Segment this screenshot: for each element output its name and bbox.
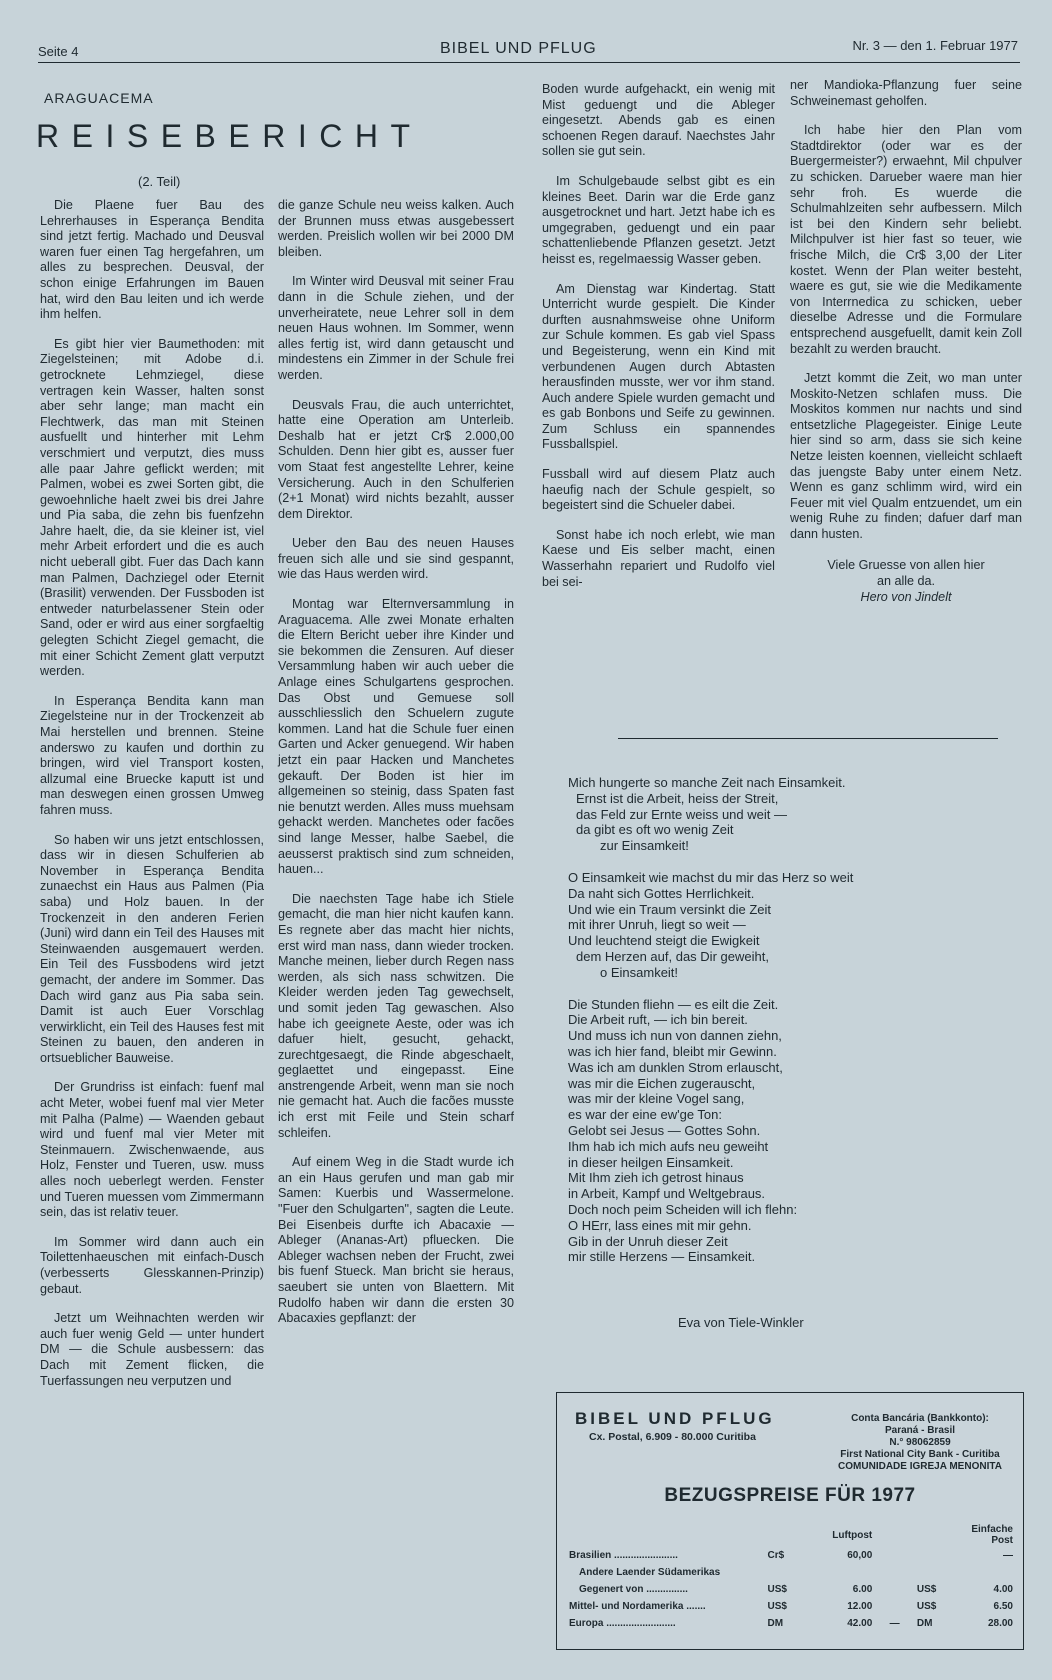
poem-line: Mit Ihm zieh ich getrost hinaus	[568, 1170, 744, 1186]
paragraph: Deusvals Frau, die auch unterrichtet, hatte eine Operation am Unterleib. Deshalb hat er jetzt Cr$ 2.000,00 Schulden. Denn hier gibt es, ausser fuer vom Staat fest angestellte Lehrer, keine Versicherung. Auch in den Schulferien (2+1 Monat) wird nichts bezahlt, ausser dem Direktor.	[278, 397, 514, 521]
poem-stanza	[568, 870, 998, 981]
row-label: Mittel- und Nordamerika .......	[569, 1601, 706, 1612]
article-column-4	[790, 78, 1022, 605]
poem-line: o Einsamkeit!	[600, 964, 679, 980]
paragraph: So haben wir uns jetzt entschlossen, dass wir in diesen Schulferien ab November in Esperança Bendita zunaechst ein Haus aus Palmen (Pia saba) und Holz bauen. In der Trockenzeit in den anderen Ferien (Juni) wird dann ein Teil des Hauses mit Steinwaenden ausgemauert werden. Ein Teil des Fussbodens wird jetzt gemacht, der andere im Sommer. Das Dach wird ganz aus Pia saba sein. Damit ist auch Euer Vorschlag verwirklicht, ein Teil des Hauses fest mit Steinen zu bauen, den anderen in ortsueblicher Bauweise.	[40, 832, 264, 1065]
paragraph: Der Grundriss ist einfach: fuenf mal acht Meter, wobei fuenf mal vier Meter mit Palha (Palme) — Waenden gebaut wird und fuenf mal vier Meter mit Steinmauern. Zwischenwaende, aus Holz, Fenster und Tueren, usw. muss alles noch ueberlegt werden. Fenster und Tueren muessen vom Zimmermann sein, das ist relativ teuer.	[40, 1080, 264, 1220]
poem-line: mit ihrer Unruh, liegt so weit —	[568, 917, 746, 933]
poem-line: Mich hungerte so manche Zeit nach Einsamkeit.	[568, 775, 846, 790]
currency: US$	[767, 1601, 787, 1612]
paragraph: Im Schulgebaude selbst gibt es ein kleines Beet. Darin war die Erde ganz ausgetrocknet und hart. Jetzt habe ich es umgegraben, geduengt und ein paar schattenliebende Pflanzen gesetzt. Jetzt heisst es, regelmaessig Wasser geben.	[542, 173, 775, 266]
poem-line: Die Arbeit ruft, — ich bin bereit.	[568, 1012, 748, 1028]
poem-line: Ernst ist die Arbeit, heiss der Streit,	[576, 790, 779, 806]
surface-price: 28.00	[987, 1618, 1013, 1629]
airmail-price: 42.00	[847, 1618, 873, 1629]
poem-line: Da naht sich Gottes Herrlichkeit.	[568, 885, 755, 901]
surface-price: —	[1003, 1550, 1013, 1561]
airmail-price: 6.00	[852, 1584, 873, 1595]
paragraph: Im Sommer wird dann auch ein Toilettenhaeuschen mit einfach-Dusch (verbesserts Glesskannen-Prinzip) gebaut.	[40, 1234, 264, 1296]
airmail-price: 60,00	[847, 1550, 873, 1561]
greeting-2: an alle da.	[876, 573, 936, 588]
poem-line: da gibt es oft wo wenig Zeit	[576, 822, 734, 838]
article-column-1	[40, 198, 264, 1403]
article-signoff	[790, 557, 1022, 605]
paragraph: Ueber den Bau des neuen Hauses freuen sich alle und sie sind gespannt, wie das Haus werden wird.	[278, 536, 514, 582]
poem-line: Die Stunden fliehn — es eilt die Zeit.	[568, 996, 779, 1012]
currency: Cr$	[767, 1550, 785, 1561]
currency: US$	[916, 1601, 937, 1612]
table-row	[567, 1564, 1015, 1581]
poem-line: Und muss ich nun von dannen ziehn,	[568, 1028, 782, 1044]
row-label: Gegenert von ...............	[579, 1584, 688, 1595]
separator	[874, 1547, 915, 1564]
poem-line: Doch noch peim Scheiden will ich flehn:	[568, 1201, 798, 1217]
article-part: (2. Teil)	[138, 174, 181, 189]
column-header: Luftpost	[832, 1529, 873, 1541]
paragraph: In Esperança Bendita kann man Ziegelsteine nur in der Trockenzeit ab Mai herstellen und brennen. Steine anderswo zu kaufen und dorthin zu bringen, wird viel Transport kosten, allzumal eine Bruecke kaputt ist und man deswegen einen grossen Umweg fahren muss.	[40, 693, 264, 817]
poem-line: O HErr, lass eines mit mir gehn.	[568, 1217, 752, 1233]
paragraph: ner Mandioka-Pflanzung fuer seine Schweinemast geholfen.	[790, 78, 1022, 108]
subscription-address: Cx. Postal, 6.909 - 80.000 Curitiba	[589, 1431, 756, 1443]
poem-stanza	[568, 997, 998, 1266]
table-row	[567, 1615, 1015, 1632]
subscription-brand: BIBEL UND PFLUG	[575, 1409, 775, 1428]
column-header: Einfache Post	[971, 1524, 1013, 1546]
article-place: ARAGUACEMA	[44, 90, 154, 106]
separator	[874, 1581, 915, 1598]
poem-line: dem Herzen auf, das Dir geweiht,	[576, 948, 769, 964]
paragraph: Es gibt hier vier Baumethoden: mit Ziegelsteinen; mit Adobe d.i. getrocknete Lehmziegel, diese vertragen kein Wasser, halten sonst aber sehr lange; man macht ein Flechtwerk, das man mit Steinen ausfuellt und hinterher mit Lehm verschmiert und verputzt, dies muss alle paar Jahre geflickt werden; mit Palmen, wobei es zwei Sorten gibt, die gewoehnliche haelt zwei bis drei Jahre und Pia saba, die zehn bis fuenfzehn Jahre haelt, die, da sie kleiner ist, viel mehr Arbeit erfordert und die es auch nicht ueberall gibt. Fuer das Dach kann man Palmen, Dachziegel oder Eternit (Brasilit) verwenden. Der Fussboden ist entweder naturbelassener Stein oder Sand, oder er wird aus einer sorgfaeltig gelegten Schicht Ziegel gemacht, die mit einer Schicht Zement glatt verputzt werden.	[40, 336, 264, 679]
article-author: Hero von Jindelt	[860, 589, 952, 604]
poem-line: was mir der kleine Vogel sang,	[568, 1091, 745, 1107]
currency	[915, 1564, 953, 1581]
paragraph: Sonst habe ich noch erlebt, wie man Kaese und Eis selber macht, einen Wasserhahn repariert und Rudolfo viel bei sei-	[542, 527, 775, 589]
poem-line: was ich hier fand, bleibt mir Gewinn.	[568, 1043, 777, 1059]
poem-line: Was ich am dunklen Strom erlauscht,	[568, 1059, 783, 1075]
poem-line: O Einsamkeit wie machst du mir das Herz so weit	[568, 869, 854, 885]
paragraph: Montag war Elternversammlung in Araguacema. Alle zwei Monate erhalten die Eltern Bericht ueber ihre Kinder und sie bekommen die Zensuren. Auf dieser Versammlung haben wir auch ueber die Anlage eines Schulgartens gesprochen. Das Obst und Gemuese soll ausschliesslich den Schuelern zugute kommen. Land hat die Schule fuer einen Garten und Acker genuegend. Wir haben jetzt ein paar Hacken und Manchetes gekauft. Der Boden ist hier im allgemeinen so steinig, dass Spaten fast nie benutzt werden. Alles muss muehsam gehackt werden. Manchetes oder facões sind lange Messer, halbe Saebel, die aeusserst praktisch sind zum schneiden, hauen...	[278, 597, 514, 877]
paragraph: Jetzt kommt die Zeit, wo man unter Moskito-Netzen schlafen muss. Die Moskitos kommen nur nachts und sind entsetzliche Plagegeister. Einige Leute hier sind so arm, dass sie sich keine Netze leisten koennen, vielleicht schlaeft das juengste Baby unter einem Netz. Wenn es ganz schlimm wird, wird ein Feuer mit viel Qualm entzuendet, um ein wenig Ruhe zu finden; dafuer darf man dann husten.	[790, 371, 1022, 542]
paragraph: Jetzt um Weihnachten werden wir auch fuer wenig Geld — unter hundert DM — die Schule ausbessern: das Dach mit Zement flicken, die Tuerfassungen neu verputzen und	[40, 1311, 264, 1388]
paragraph: Auf einem Weg in die Stadt wurde ich an ein Haus gerufen und man gab mir Samen: Kuerbis und Wassermelone. "Fuer den Schulgarten", sagten die Leute. Bei Eisenbeis durfte ich Abacaxie — Ableger (Ananas-Art) pfluecken. Die Ableger wachsen neben der Frucht, zwei bis fuenf Stueck. Man bricht sie heraus, saeubert sie unten von Blaettern. Mit Rudolfo haben wir dann die ersten 30 Abacaxies gepflanzt: der	[278, 1155, 514, 1326]
prices-table	[567, 1523, 1015, 1632]
poem-line: zur Einsamkeit!	[600, 838, 689, 854]
airmail-price: 12.00	[847, 1601, 873, 1612]
poem-line: was mir die Eichen zugerauscht,	[568, 1075, 756, 1091]
currency: DM	[916, 1618, 933, 1629]
poem-line: in Arbeit, Kampf und Weltgebraus.	[568, 1186, 766, 1202]
bank-line: First National City Bank - Curitiba	[840, 1449, 1000, 1460]
bank-line: Conta Bancária (Bankkonto):	[851, 1413, 989, 1424]
poem-line: es war der eine ew'ge Ton:	[568, 1107, 723, 1123]
paragraph: Im Winter wird Deusval mit seiner Frau dann in die Schule ziehen, und der unverheiratete, neue Lehrer soll in dem neuen Haus wohnen. Im Sommer, wenn alles fertig ist, wird dann getauscht und mindestens ein Zimmer in der Schule frei werden.	[278, 274, 514, 382]
article-title: REISEBERICHT	[36, 118, 423, 154]
paragraph: Boden wurde aufgehackt, ein wenig mit Mist geduengt und die Ableger eingesetzt. Abends gab es einen schoenen Regen darauf. Naechstes Jahr sollen sie gut sein.	[542, 82, 775, 159]
poem-line: Ihm hab ich mich aufs neu geweiht	[568, 1138, 769, 1154]
poem-line: mir stille Herzens — Einsamkeit.	[568, 1249, 756, 1265]
currency: DM	[767, 1618, 784, 1629]
airmail-price	[804, 1564, 875, 1581]
row-label: Andere Laender Südamerikas	[579, 1567, 721, 1578]
row-label: Brasilien .......................	[569, 1550, 678, 1561]
currency	[766, 1564, 804, 1581]
currency: US$	[916, 1584, 937, 1595]
bank-info	[825, 1413, 1015, 1473]
separator: —	[889, 1618, 900, 1629]
article-column-3	[542, 82, 775, 604]
publication-name: BIBEL UND PFLUG	[440, 40, 597, 57]
section-divider	[618, 738, 998, 739]
greeting: Viele Gruesse von allen hier	[827, 557, 985, 572]
bank-line: Paraná - Brasil	[884, 1425, 956, 1436]
prices-heading: BEZUGSPREISE FÜR 1977	[664, 1485, 916, 1506]
poem	[568, 775, 998, 1330]
poem-line: in dieser heilgen Einsamkeit.	[568, 1154, 734, 1170]
poem-line: das Feld zur Ernte weiss und weit —	[576, 806, 787, 822]
table-row	[567, 1581, 1015, 1598]
row-label: Europa .........................	[569, 1618, 676, 1629]
separator	[874, 1598, 915, 1615]
poem-line: Gib in der Unruh dieser Zeit	[568, 1233, 728, 1249]
paragraph: die ganze Schule neu weiss kalken. Auch der Brunnen muss etwas ausgebessert werden. Preislich wollen wir bei 2000 DM bleiben.	[278, 198, 514, 259]
separator	[874, 1564, 915, 1581]
page-header	[38, 38, 1020, 64]
poem-stanza	[568, 775, 998, 854]
surface-price: 4.00	[993, 1584, 1013, 1595]
paragraph: Am Dienstag war Kindertag. Statt Unterricht wurde gespielt. Die Kinder durften ausnahmsweise ohne Uniform zur Schule kommen. Es gab viel Spass und Begeisterung, wenn ein Kind mit verbundenen Augen durch Abtasten herausfinden musste, wer vor ihm stand. Auch andere Spiele wurden gemacht und es gab Bonbons und Seife zu gewinnen. Zum Schluss ein spannendes Fussballspiel.	[542, 281, 775, 452]
table-row	[567, 1547, 1015, 1564]
poem-line: Gelobt sei Jesus — Gottes Sohn.	[568, 1122, 761, 1138]
currency	[915, 1547, 953, 1564]
table-header-row	[567, 1523, 1015, 1547]
poem-line: Und leuchtend steigt die Ewigkeit	[568, 933, 760, 949]
page-number: Seite 4	[38, 44, 79, 59]
subscription-box	[556, 1392, 1024, 1650]
bank-line: COMUNIDADE IGREJA MENONITA	[838, 1461, 1002, 1472]
issue-date: Nr. 3 — den 1. Februar 1977	[852, 38, 1018, 53]
paragraph: Die Plaene fuer Bau des Lehrerhauses in Esperança Bendita sind jetzt fertig. Machado und Deusval waren fuer einen Tag hergefahren, um alles zu besprechen. Deusval, der schon einige Erfahrungen im Bauen hat, wird den Bau leiten und ich werde ihm helfen.	[40, 198, 264, 322]
paragraph: Ich habe hier den Plan vom Stadtdirektor (oder war es der Buergermeister?) erwaehnt, Mil chpulver zu schicken. Darueber waere man hier sehr froh. Es wuerde die Schulmahlzeiten sehr aufbessern. Milch ist bei den Kindern sehr beliebt. Milchpulver ist hier fast so teuer, wie frische Milch, die Cr$ 3,00 der Liter kostet. Wenn der Plan weiter besteht, waere es gut, sie wie die Medikamente von Interrnedica zu schicken, ueber dieselbe Adresse und die Formulare entsprechend ausgefuellt, damit kein Zoll bezahlt zu werden braucht.	[790, 123, 1022, 356]
surface-price	[953, 1564, 1015, 1581]
poem-line: Und wie ein Traum versinkt die Zeit	[568, 901, 772, 917]
table-row	[567, 1598, 1015, 1615]
poem-author: Eva von Tiele-Winkler	[678, 1315, 804, 1330]
header-rule	[38, 62, 1020, 63]
paragraph: Die naechsten Tage habe ich Stiele gemacht, die man hier nicht kaufen kann. Es regnete aber das macht hier nichts, erst wird man nass, dann wieder trocken. Manche meinen, lieber durch Regen nass werden, als sich nass schwitzen. Die Kleider werden jeden Tag gewechselt, und somit jeden Tag gewaschen. Also habe ich geeignete Aeste, oder was ich dafuer hielt, gesucht, gehackt, zurechtgesaegt, die Rinde abgeschaelt, geglaettet und eingepasst. Eine anstrengende Arbeit, wenn man sie noch nie gemacht hat. Auch die facões musste ich erst mit Feile und Stein scharf schleifen.	[278, 891, 514, 1140]
paragraph: Fussball wird auf diesem Platz auch haeufig nach der Schule gespielt, so begeistert sind die Schueler dabei.	[542, 467, 775, 513]
bank-line: N.° 98062859	[889, 1437, 951, 1448]
article-column-2	[278, 198, 514, 1341]
surface-price: 6.50	[993, 1601, 1013, 1612]
currency: US$	[767, 1584, 787, 1595]
